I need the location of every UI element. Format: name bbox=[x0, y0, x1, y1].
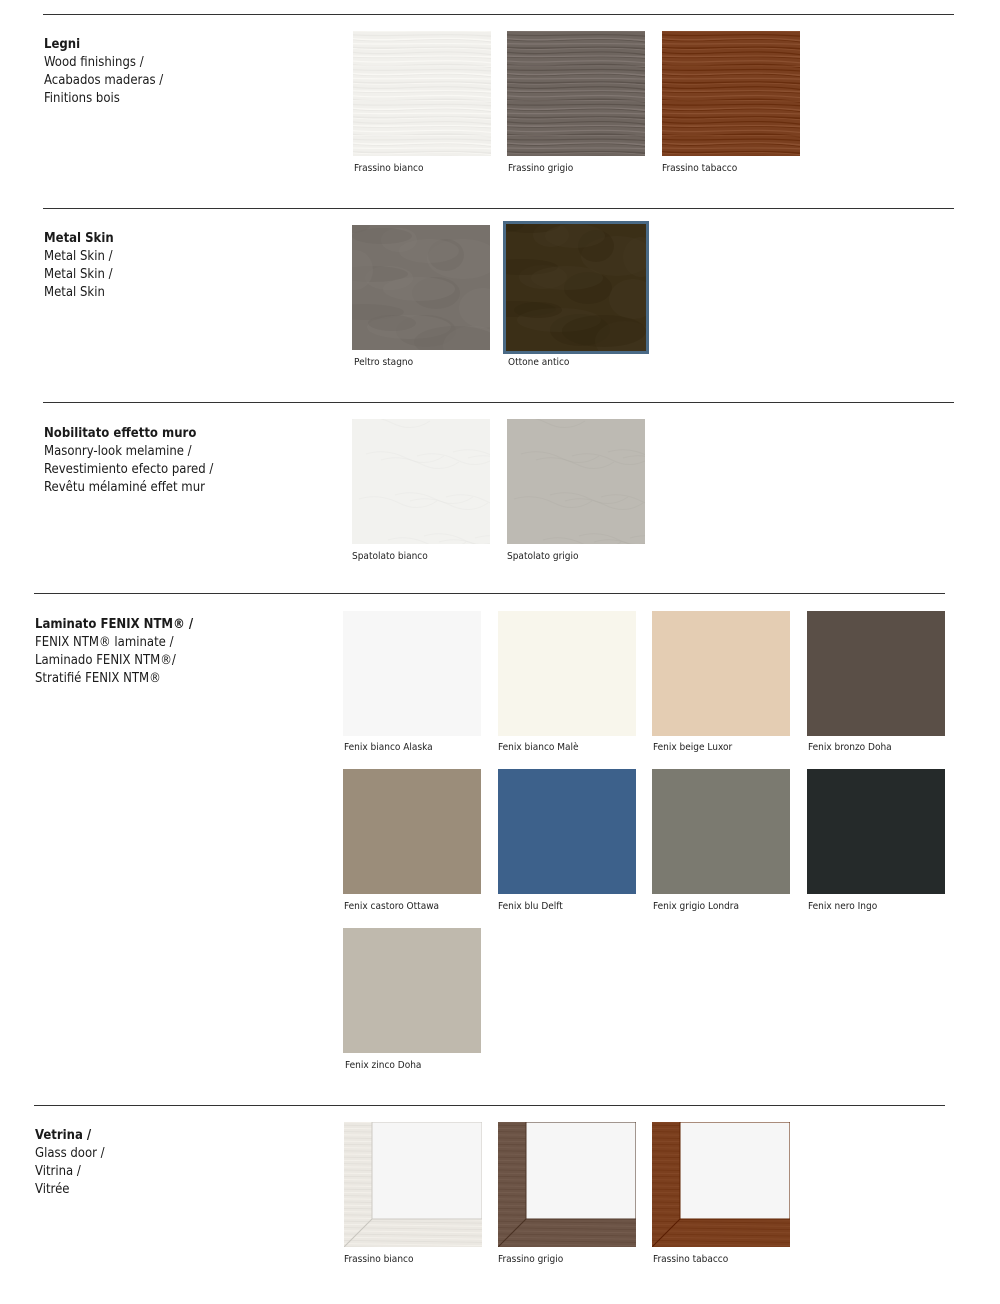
finish-swatch[interactable] bbox=[352, 419, 490, 544]
swatch-texture bbox=[652, 611, 790, 736]
finish-swatch[interactable] bbox=[343, 928, 481, 1053]
finish-swatch-caption: Fenix bianco Malè bbox=[498, 742, 579, 753]
section-subtitle: Wood finishings / bbox=[44, 55, 144, 70]
finish-swatch[interactable] bbox=[807, 611, 945, 736]
section-divider bbox=[34, 1105, 945, 1106]
section-divider bbox=[34, 593, 945, 594]
section-subtitle: Masonry-look melamine / bbox=[44, 444, 192, 459]
section-subtitle: Metal Skin bbox=[44, 285, 105, 300]
finish-swatch-caption: Fenix bronzo Doha bbox=[808, 742, 892, 753]
swatch-texture bbox=[652, 769, 790, 894]
finish-swatch[interactable] bbox=[498, 611, 636, 736]
section-subtitle: Stratifié FENIX NTM® bbox=[35, 671, 161, 686]
finish-swatch[interactable] bbox=[652, 1122, 790, 1247]
finish-swatch-caption: Peltro stagno bbox=[354, 357, 414, 368]
section-title: Laminato FENIX NTM® / bbox=[35, 617, 194, 632]
finish-swatch-caption: Spatolato grigio bbox=[507, 551, 579, 562]
swatch-texture bbox=[498, 611, 636, 736]
section-title: Legni bbox=[44, 37, 81, 52]
section-subtitle: Revêtu mélaminé effet mur bbox=[44, 480, 205, 495]
finish-swatch-caption: Ottone antico bbox=[508, 357, 570, 368]
swatch-texture bbox=[498, 769, 636, 894]
swatch-texture bbox=[353, 31, 491, 156]
finish-swatch-caption: Fenix blu Delft bbox=[498, 901, 563, 912]
section-label-metal-skin bbox=[44, 230, 114, 302]
swatch-texture bbox=[343, 928, 481, 1053]
finish-swatch-caption: Spatolato bianco bbox=[352, 551, 428, 562]
section-subtitle: Glass door / bbox=[35, 1146, 105, 1161]
finish-swatch-caption: Frassino bianco bbox=[354, 163, 424, 174]
section-title: Metal Skin bbox=[44, 231, 114, 246]
swatch-texture bbox=[507, 31, 645, 156]
finish-swatch[interactable] bbox=[344, 1122, 482, 1247]
swatch-texture bbox=[352, 225, 490, 350]
section-subtitle: Vitrina / bbox=[35, 1164, 81, 1179]
finish-swatch-caption: Frassino bianco bbox=[344, 1254, 414, 1265]
section-subtitle: Vitrée bbox=[35, 1182, 70, 1197]
section-label-vetrina bbox=[35, 1127, 105, 1199]
finish-swatch[interactable] bbox=[498, 769, 636, 894]
section-subtitle: Metal Skin / bbox=[44, 267, 113, 282]
finish-swatch-caption: Fenix beige Luxor bbox=[653, 742, 733, 753]
swatch-texture bbox=[807, 769, 945, 894]
section-divider bbox=[43, 208, 954, 209]
finish-swatch[interactable] bbox=[352, 225, 490, 350]
finish-swatch[interactable] bbox=[662, 31, 800, 156]
section-subtitle: Finitions bois bbox=[44, 91, 120, 106]
swatch-texture bbox=[498, 1122, 636, 1247]
finish-swatch-caption: Frassino grigio bbox=[508, 163, 574, 174]
finish-swatch[interactable] bbox=[652, 769, 790, 894]
section-subtitle: FENIX NTM® laminate / bbox=[35, 635, 174, 650]
section-subtitle: Metal Skin / bbox=[44, 249, 113, 264]
swatch-texture bbox=[344, 1122, 482, 1247]
section-divider bbox=[43, 14, 954, 15]
section-label-nobilitato bbox=[44, 425, 213, 497]
section-title: Vetrina / bbox=[35, 1128, 92, 1143]
section-title: Nobilitato effetto muro bbox=[44, 426, 197, 441]
section-subtitle: Acabados maderas / bbox=[44, 73, 164, 88]
finish-swatch-caption: Fenix bianco Alaska bbox=[344, 742, 433, 753]
section-label-legni bbox=[44, 36, 163, 108]
section-divider bbox=[43, 402, 954, 403]
finish-swatch-caption: Fenix zinco Doha bbox=[345, 1060, 422, 1071]
finish-swatch[interactable] bbox=[498, 1122, 636, 1247]
finish-swatch-caption: Frassino grigio bbox=[498, 1254, 564, 1265]
finish-swatch[interactable] bbox=[507, 31, 645, 156]
swatch-texture bbox=[352, 419, 490, 544]
swatch-texture bbox=[662, 31, 800, 156]
swatch-texture bbox=[507, 419, 645, 544]
finish-swatch-caption: Frassino tabacco bbox=[662, 163, 738, 174]
finish-swatch[interactable] bbox=[507, 419, 645, 544]
finish-swatch[interactable] bbox=[652, 611, 790, 736]
swatch-texture bbox=[506, 224, 646, 351]
finish-swatch-caption: Fenix nero Ingo bbox=[808, 901, 878, 912]
swatch-texture bbox=[343, 611, 481, 736]
finish-swatch[interactable] bbox=[353, 31, 491, 156]
swatch-texture bbox=[343, 769, 481, 894]
finish-swatch-caption: Fenix grigio Londra bbox=[653, 901, 739, 912]
section-subtitle: Laminado FENIX NTM®/ bbox=[35, 653, 176, 668]
section-subtitle: Revestimiento efecto pared / bbox=[44, 462, 214, 477]
finish-swatch[interactable] bbox=[343, 769, 481, 894]
finish-swatch[interactable] bbox=[506, 224, 646, 351]
finish-swatch-caption: Frassino tabacco bbox=[653, 1254, 729, 1265]
swatch-texture bbox=[652, 1122, 790, 1247]
section-label-fenix bbox=[35, 616, 193, 688]
finish-swatch[interactable] bbox=[807, 769, 945, 894]
swatch-texture bbox=[807, 611, 945, 736]
finish-swatch[interactable] bbox=[343, 611, 481, 736]
finish-swatch-caption: Fenix castoro Ottawa bbox=[344, 901, 440, 912]
